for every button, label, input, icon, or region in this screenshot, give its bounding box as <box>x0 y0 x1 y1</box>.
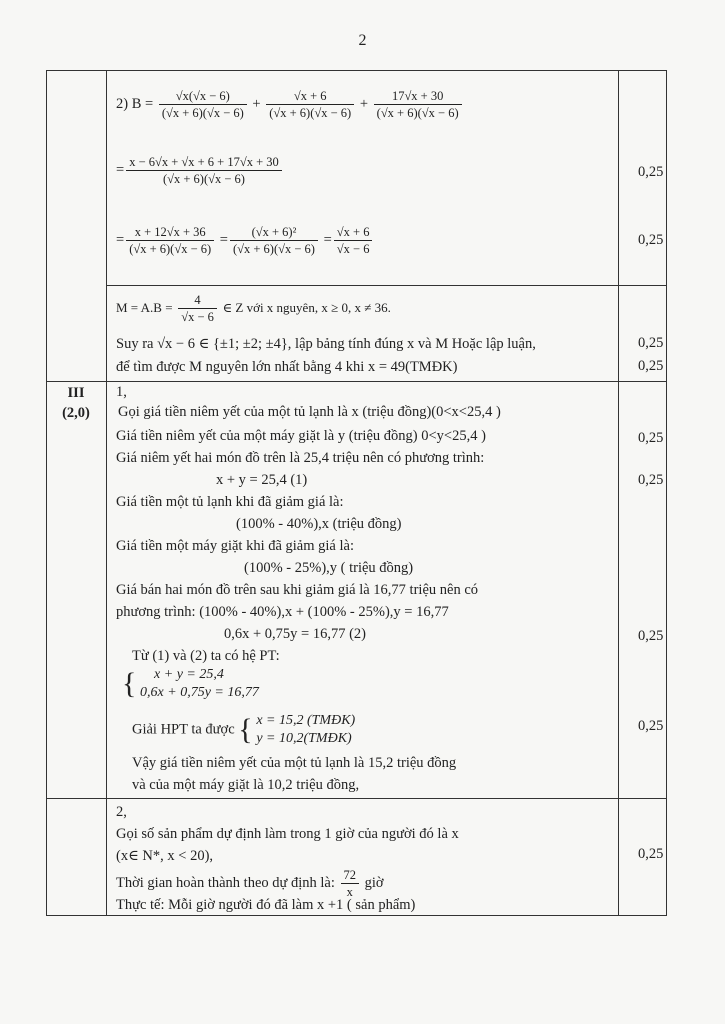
row-divider-iii-q2 <box>46 798 666 799</box>
q1-line-14: Vậy giá tiền niêm yết của một tủ lạnh là 15,2 triệu đồng <box>132 755 457 771</box>
table-border-right <box>666 70 667 916</box>
answer-table <box>46 70 666 916</box>
q1-line-12: Từ (1) và (2) ta có hệ PT: <box>132 648 280 664</box>
score-iii-a: 0,25 <box>638 430 664 446</box>
table-border-bottom <box>46 915 666 916</box>
score-iii-d: 0,25 <box>638 718 664 734</box>
q2-line-2: (x∈ N*, x < 20), <box>116 848 214 864</box>
score-b-step-2: 0,25 <box>638 232 664 248</box>
q1-line-10: phương trình: (100% - 40%),x + (100% - 25%),y = 16,77 <box>116 604 449 620</box>
score-iii-c: 0,25 <box>638 628 664 644</box>
section-points: (2,0) <box>62 405 90 421</box>
q1-line-2: Giá tiền niêm yết của một máy giặt là y (triệu đồng) 0<y<25,4 ) <box>116 428 486 444</box>
q2-label: 2, <box>116 804 127 820</box>
q2-line-1: Gọi số sản phẩm dự định làm trong 1 giờ của người đó là x <box>116 826 459 842</box>
m-expression: M = A.B = $\frac{4}{√x - 6}$ ∈ Z với x nguyên, x ≥ 0, x ≠ 36. <box>116 293 391 324</box>
score-m-1: 0,25 <box>638 335 664 351</box>
q1-line-4: x + y = 25,4 (1) <box>216 472 308 488</box>
m-line-3: để tìm được M nguyên lớn nhất bằng 4 khi x = 49(TMĐK) <box>116 359 458 375</box>
q1-line-11: 0,6x + 0,75y = 16,77 (2) <box>224 626 367 642</box>
score-iii-b: 0,25 <box>638 472 664 488</box>
q1-line-15: và của một máy giặt là 10,2 triệu đồng, <box>132 777 360 793</box>
score-q2: 0,25 <box>638 846 664 862</box>
table-col-divider-2 <box>618 70 619 916</box>
q2-line-3: Thời gian hoàn thành theo dự định là: $\frac{72}{x}$ giờ <box>116 868 384 899</box>
q1-line-3: Giá niêm yết hai món đồ trên là 25,4 triệu nên có phương trình: <box>116 450 485 466</box>
system-of-equations-2: Giải HPT ta được { x = 15,2 (TMĐK) y = 10,2(TMĐK) <box>132 713 356 746</box>
table-border-left <box>46 70 47 916</box>
q2-line-4: Thực tế: Mỗi giờ người đó đã làm x +1 ( sản phẩm) <box>116 897 416 913</box>
q1-line-1: Gọi giá tiền niêm yết của một tủ lạnh là x (triệu đồng)(0<x<25,4 ) <box>118 404 501 420</box>
row-divider-m-iii <box>46 381 666 382</box>
row-divider-b-m <box>106 285 666 286</box>
q1-line-5: Giá tiền một tủ lạnh khi đã giảm giá là: <box>116 494 344 510</box>
q1-line-7: Giá tiền một máy giặt khi đã giảm giá là: <box>116 538 354 554</box>
q1-line-8: (100% - 25%),y ( triệu đồng) <box>244 560 414 576</box>
q1-line-6: (100% - 40%),x (triệu đồng) <box>236 516 402 532</box>
m-line-2: Suy ra √x − 6 ∈ {±1; ±2; ±4}, lập bảng tính đúng x và M Hoặc lập luận, <box>116 336 536 352</box>
b-step-2: = $\frac{x + 12√x + 36}{(√x + 6)(√x - 6)}$ = $\frac{\text{(√x + 6)²}}{(√x + 6)(√x - 6)}$ = $\frac{√x + 6}{√x - 6}$ <box>116 224 374 257</box>
section-label: III <box>67 385 85 401</box>
score-b-step-1: 0,25 <box>638 164 664 180</box>
q1-label: 1, <box>116 384 127 400</box>
table-border-top <box>46 70 666 71</box>
system-of-equations-1: { x + y = 25,4 0,6x + 0,75y = 16,77 <box>122 667 259 700</box>
table-col-divider-1 <box>106 70 107 916</box>
score-m-2: 0,25 <box>638 358 664 374</box>
q1-line-9: Giá bán hai món đồ trên sau khi giảm giá là 16,77 triệu nên có <box>116 582 479 598</box>
b-step-1: = $\frac{x - 6√x + √x + 6 + 17√x + 30}{(√x + 6)(√x - 6)}$ <box>116 154 284 187</box>
b-expression: 2) B = $\frac{√x(√x - 6)}{(√x + 6)(√x - 6)}$ + $\frac{√x + 6}{(√x + 6)(√x - 6)}$ + $\frac{17√x + 30}{(√x + 6)(√x - 6)}$ <box>116 88 464 121</box>
page-number: 2 <box>358 32 367 49</box>
